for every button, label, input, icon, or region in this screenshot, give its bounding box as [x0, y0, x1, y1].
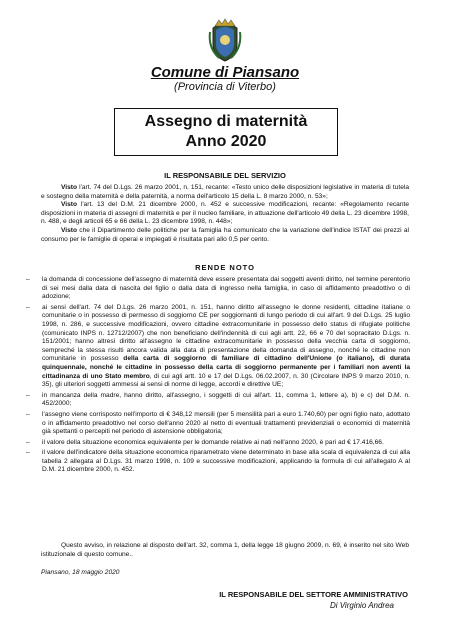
list-item-text: ai sensi dell'art. 74 del D.Lgs. 26 marzo 2001, n. 151, hanno diritto all'assegno le donne residenti, cittadine italiane o comunitarie o in possesso di permesso di soggiorno CE per soggiornanti di lungo periodo di cui all'art. 9 del D.Lgs. 25 luglio 1998, n. 286, e successive modificazioni, ovvero cittadine extracomunitarie in possesso dello status di rifugiate politiche (comunicato INPS n. 12712/2007) che non beneficiano dell'indennità di cui agli artt. 22, 66 e 70 del sopracitato D.Lgs. n. 151/2001; hanno altresì diritto all'assegno le cittadine extracomunitarie in possesso della vecchia carta di soggiorno, sempreché la stessa risulti ancora valida alla data di presentazione della domanda di assegno, nonché le cittadine non comunitarie in possesso	[42, 303, 410, 363]
municipal-crest-icon	[207, 18, 243, 62]
signature-name: Di Virginio Andrea	[329, 601, 394, 610]
list-item: – il valore della situazione economica equivalente per le domande relative ai nati nell'anno 2020, è pari ad € 17.416,66.	[26, 438, 384, 446]
title-box	[114, 108, 338, 156]
signature-role: IL RESPONSABILE DEL SETTORE AMMINISTRATIVO	[219, 590, 408, 599]
visto-lead: Visto	[61, 201, 78, 209]
visto-paragraph	[41, 201, 409, 227]
title-line-2: Anno 2020	[185, 133, 267, 150]
visto-paragraphs	[41, 184, 409, 244]
visto-lead: Visto	[61, 226, 78, 234]
rende-noto-heading: RENDE NOTO	[195, 263, 255, 272]
list-item: – il valore dell'indicatore della situazione economica riparametrato viene determinato in base alla scala di equivalenza di cui alla tabella 2 allegata al D.Lgs. 31 marzo 1998, n. 109 e successive modificazioni, applicando la formula di cui all'allegato A al D.M. 21 dicembre 2000, n. 452.	[26, 449, 410, 474]
visto-lead: Visto	[61, 184, 78, 191]
list-item-text: in mancanza della madre, hanno diritto, all'assegno, i soggetti di cui all'art. 11, comma 1, lettere a), b) e c) del D.M. n. 452/2000;	[42, 391, 410, 408]
provincia-name: (Provincia di Viterbo)	[174, 81, 276, 93]
visto-text: l'art. 74 del D.Lgs. 26 marzo 2001, n. 151, recante: «Testo unico delle disposizioni legislative in materia di tutela e sostegno della maternità e della paternità, a norma dell'articolo 15 della L. 8 marzo 2000, n. 53»;	[41, 184, 409, 200]
title-line-1: Assegno di maternità	[144, 113, 308, 130]
list-item-text: il valore della situazione economica equivalente per le domande relative ai nati nell'anno 2020, è pari ad € 17.416,66.	[42, 438, 384, 446]
visto-text: che il Dipartimento delle politiche per la famiglia ha comunicato che la variazione dell'indice ISTAT dei prezzi al consumo per le famiglie di operai e impiegati è risultata pari allo 0,5 per cento.	[41, 226, 409, 243]
visto-paragraph	[41, 184, 409, 201]
responsabile-heading: IL RESPONSABILE DEL SERVIZIO	[164, 171, 286, 180]
visto-text: l'art. 13 del D.M. 21 dicembre 2000, n. 452 e successive modificazioni, recante: «Regolamento recante disposizioni in materia di assegni di maternità e per il nucleo familiare, in attuazione dell'articolo 49 della L. 23 dicembre 1998, n. 488, e degli articoli 65 e 66 della L. 23 dicembre 1998, n. 448»;	[41, 201, 409, 226]
list-item-bold-text: della carta di soggiorno di familiare di cittadino dell'Unione (o italiano), di durata quinquennale, nonché le cittadine in possesso della carta di soggiorno permanente per i familiari non aventi la cittadinanza di uno Stato membro	[42, 355, 410, 380]
comune-name: Comune di Piansano	[150, 64, 300, 81]
place-date: Piansano, 18 maggio 2020	[41, 569, 120, 576]
list-item-text: , di cui agli artt. 10 e 17 del D.Lgs. 06.02.2007, n. 30 (Circolare INPS 9 marzo 2010, n. 35), gli ulteriori soggetti ammessi ai sensi di norme di legge, accordi e direttive UE;	[42, 372, 410, 389]
visto-paragraph	[41, 227, 409, 244]
list-item: – in mancanza della madre, hanno diritto, all'assegno, i soggetti di cui all'art. 11, comma 1, lettere a), b) e c) del D.M. n. 452/2000;	[26, 391, 410, 408]
closing-paragraph: Questo avviso, in relazione al disposto dell'art. 32, comma 1, della legge 18 giugno 2009, n. 69, è inserito nel sito Web istituzionale di questo comune..	[41, 542, 409, 558]
notice-list	[26, 276, 410, 477]
list-item: – l'assegno viene corrisposto nell'importo di € 348,12 mensili (per 5 mensilità pari a euro 1.740,60) per ogni figlio nato, adottato o in affidamento preadottivo nel corso dell'anno 2020 al netto di eventuali trattamenti previdenziali o economici di maternità già spettanti o percepiti nel periodo di astensione obbligatoria;	[26, 410, 410, 436]
list-item-text: l'assegno viene corrisposto nell'importo di € 348,12 mensili (per 5 mensilità pari a euro 1.740,60) per ogni figlio nato, adottato o in affidamento preadottivo nel corso dell'anno 2020 al netto di eventuali trattamenti previdenziali o economici di maternità già spettanti o percepiti nel periodo di astensione obbligatoria;	[42, 410, 410, 436]
list-item: – ai sensi dell'art. 74 del D.Lgs. 26 marzo 2001, n. 151, hanno diritto all'assegno le donne residenti, cittadine italiane o comunitarie o in possesso di permesso di soggiorno CE per soggiornanti di lungo periodo di cui all'art. 9 del D.Lgs. 25 luglio 1998, n. 286, e successive modificazioni, ovvero cittadine extracomunitarie in possesso dello status di rifugiate politiche (comunicato INPS n. 12712/2007) che non beneficiano dell'indennità di cui agli artt. 22, 66 e 70 del sopracitato D.Lgs. n. 151/2001; hanno altresì diritto all'assegno le cittadine extracomunitarie in possesso della vecchia carta di soggiorno, sempreché la stessa risulti ancora valida alla data di presentazione della domanda di assegno, nonché le cittadine non comunitarie in possesso della carta di soggiorno di familiare di cittadino dell'Unione (o italiano), di durata quinquennale, nonché le cittadine in possesso della carta di soggiorno permanente per i familiari non aventi la cittadinanza di uno Stato membro, di cui agli artt. 10 e 17 del D.Lgs. 06.02.2007, n. 30 (Circolare INPS 9 marzo 2010, n. 35), gli ulteriori soggetti ammessi ai sensi di norme di legge, accordi e direttive UE;	[26, 303, 410, 389]
list-item-text: il valore dell'indicatore della situazione economica riparametrato viene determinato in base alla scala di equivalenza di cui alla tabella 2 allegata al D.Lgs. 31 marzo 1998, n. 109 e successive modificazioni, applicando la formula di cui all'allegato A al D.M. 21 dicembre 2000, n. 452.	[42, 449, 410, 474]
list-item-text: la domanda di concessione dell'assegno di maternità deve essere presentata dai soggetti aventi diritto, nel termine perentorio di sei mesi dalla data di nascita del figlio o dalla data di ingresso nella famiglia, in caso di affidamento preadottivo o di adozione;	[42, 276, 410, 301]
list-item: – la domanda di concessione dell'assegno di maternità deve essere presentata dai soggetti aventi diritto, nel termine perentorio di sei mesi dalla data di nascita del figlio o dalla data di ingresso nella famiglia, in caso di affidamento preadottivo o di adozione;	[26, 276, 410, 301]
